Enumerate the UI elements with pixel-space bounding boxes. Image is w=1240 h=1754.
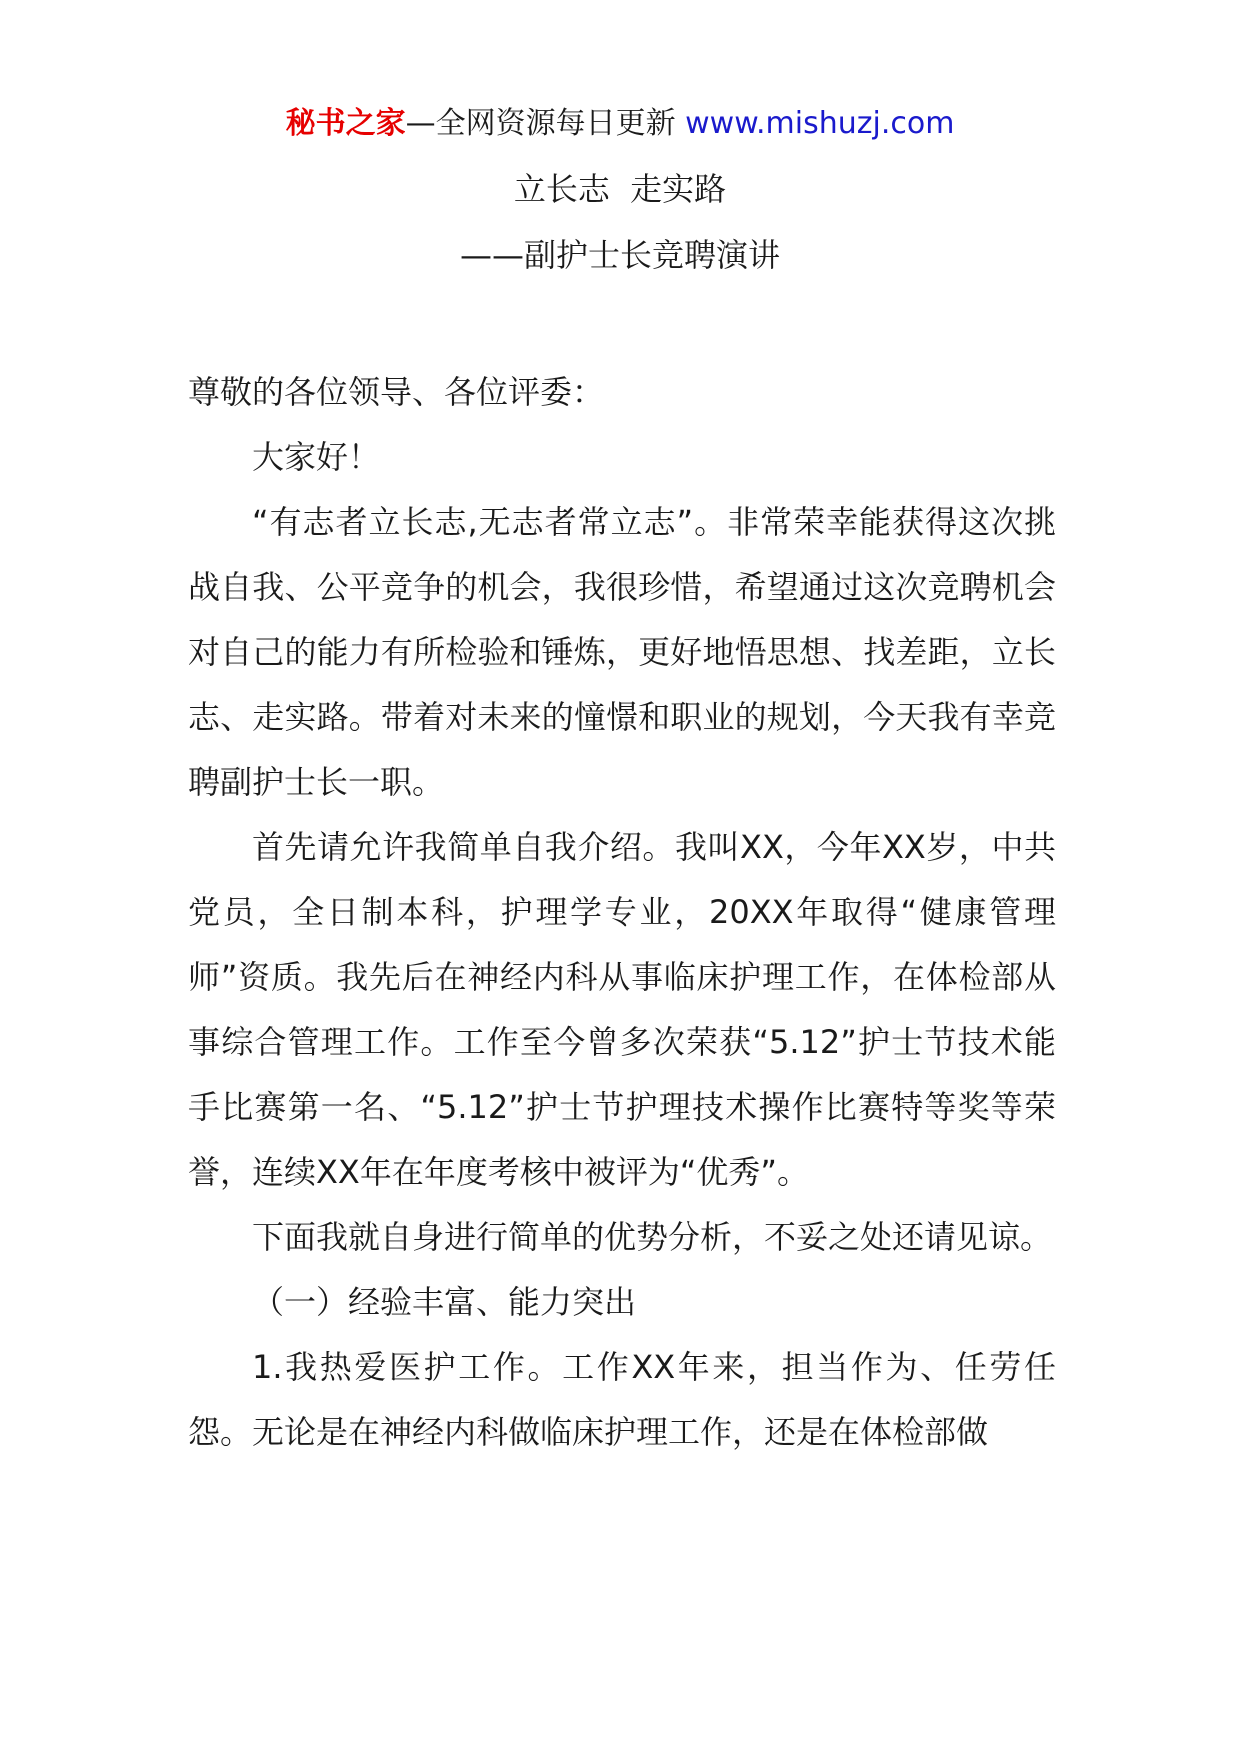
header-tagline: —全网资源每日更新 (405, 106, 686, 141)
document-subtitle: ——副护士长竞聘演讲 (459, 236, 780, 274)
body-paragraph: 首先请允许我简单自我介绍。我叫XX，今年XX岁，中共党员，全日制本科，护理学专业，20XX年取得“健康管理师”资质。我先后在神经内科从事临床护理工作，在体检部从事综合管理工作。工作至今曾多次荣获“5.12”护士节技术能手比赛第一名、“5.12”护士节护理技术操作比赛特等奖等荣誉，连续XX年在年度考核中被评为“优秀”。 (188, 828, 1056, 1191)
section-heading: （一）经验丰富、能力突出 (252, 1283, 637, 1321)
body-paragraph: “有志者立长志,无志者常立志”。非常荣幸能获得这次挑战自我、公平竞争的机会，我很珍惜，希望通过这次竞聘机会对自己的能力有所检验和锤炼，更好地悟思想、找差距，立长志、走实路。带着对未来的憧憬和职业的规划，今天我有幸竞聘副护士长一职。 (188, 503, 1056, 801)
document-title: 立长志 走实路 (513, 170, 727, 208)
document-body (188, 360, 1056, 1465)
site-header (0, 104, 1240, 144)
body-paragraph: 1.我热爱医护工作。工作XX年来，担当作为、任劳任怨。无论是在神经内科做临床护理工作，还是在体检部做 (188, 1348, 1056, 1451)
brand-name: 秘书之家 (285, 106, 406, 141)
body-paragraph: 下面我就自身进行简单的优势分析，不妥之处还请见谅。 (252, 1218, 1053, 1256)
salutation: 尊敬的各位领导、各位评委： (188, 373, 605, 411)
site-url-link[interactable]: www.mishuzj.com (685, 106, 955, 141)
greeting: 大家好！ (252, 438, 381, 476)
